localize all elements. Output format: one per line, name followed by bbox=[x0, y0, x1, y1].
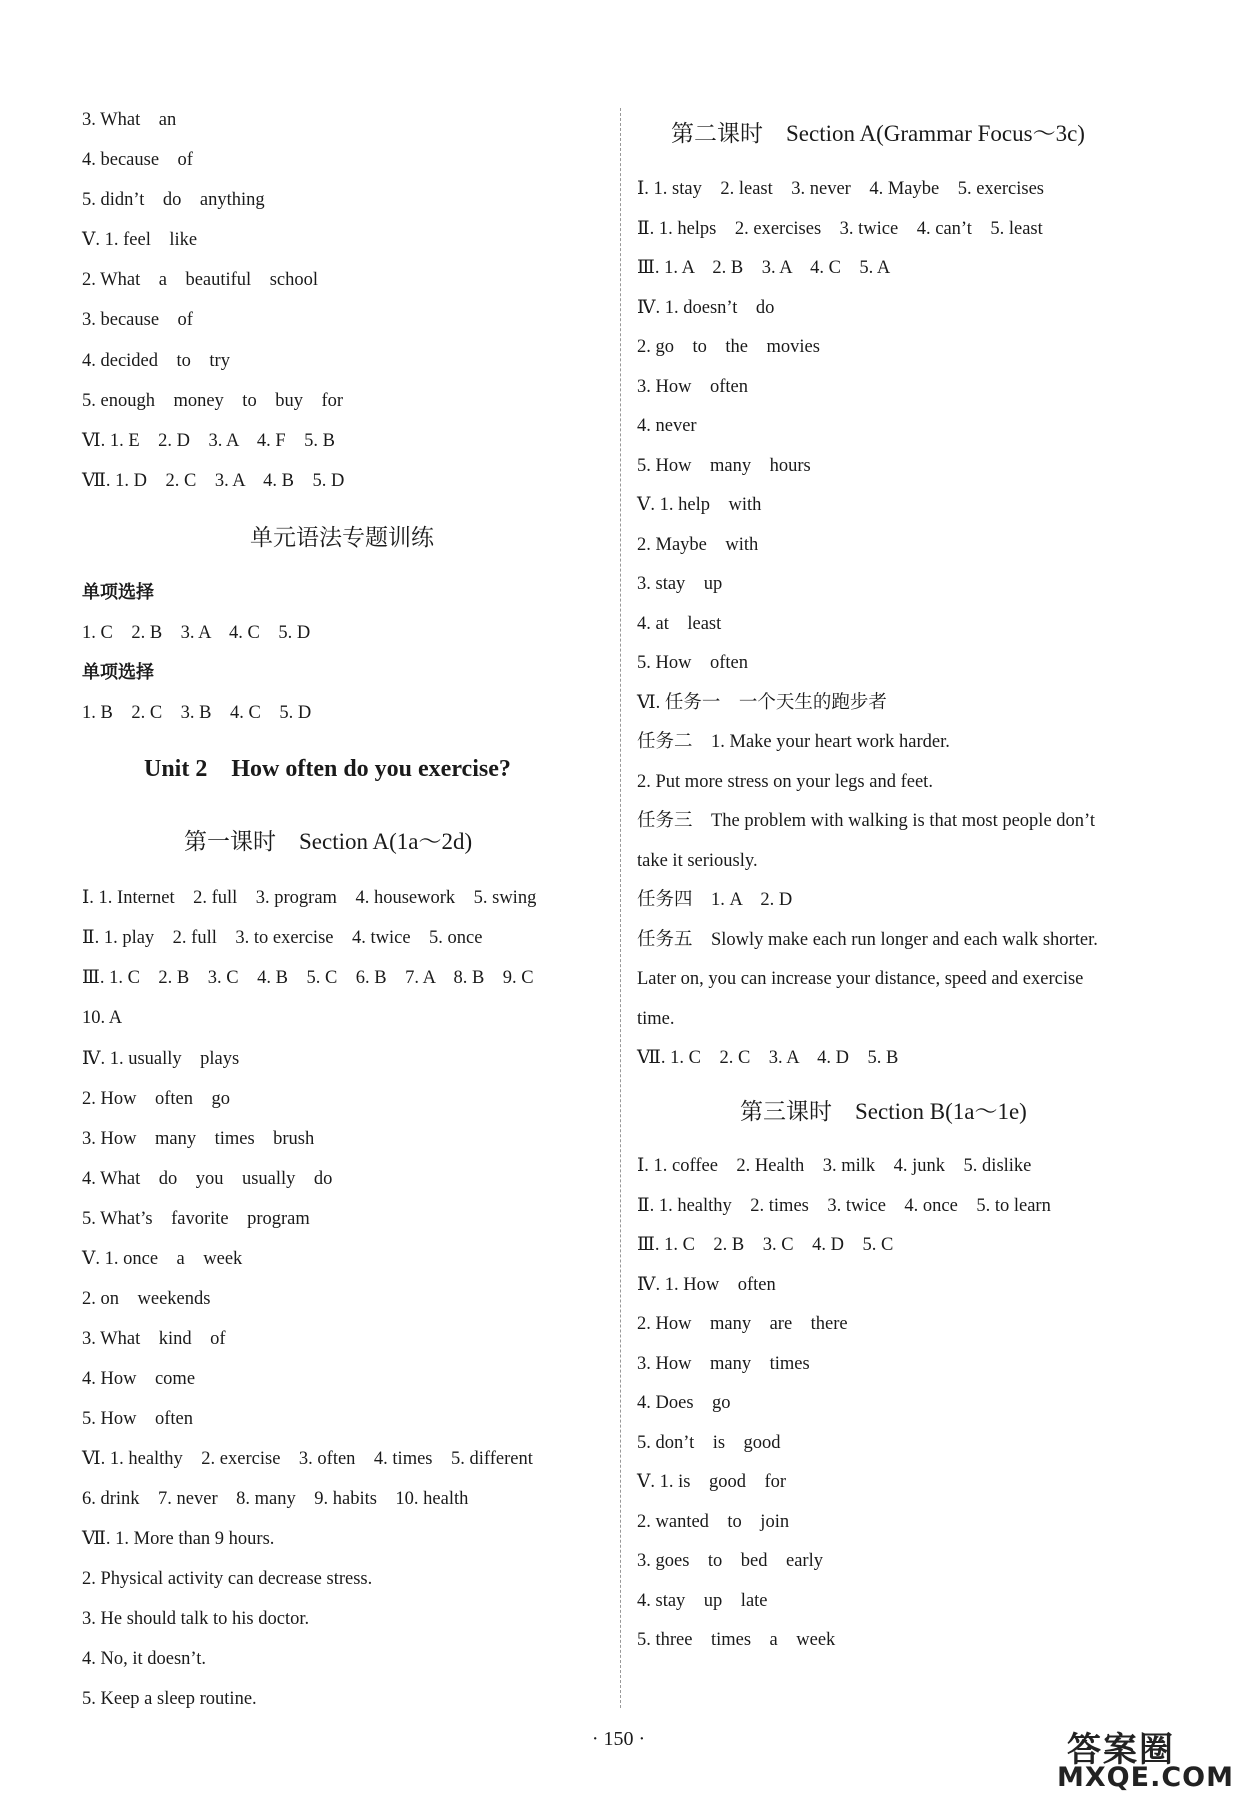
grammar-heading: 单元语法专题训练 bbox=[250, 525, 434, 550]
answer-line: 3. How many times bbox=[637, 1354, 810, 1374]
answer-line: 1. B 2. C 3. B 4. C 5. D bbox=[82, 703, 312, 723]
answer-line: 任务五 Slowly make each run longer and each walk shorter. bbox=[637, 930, 1098, 950]
unit-title: Unit 2 How often do you exercise? bbox=[144, 756, 511, 782]
answer-line: 4. decided to try bbox=[82, 351, 230, 371]
answer-line: 3. goes to bed early bbox=[637, 1551, 823, 1571]
answer-line: 2. How often go bbox=[82, 1089, 230, 1109]
column-divider bbox=[620, 108, 621, 1708]
page-number: · 150 · bbox=[591, 1728, 646, 1750]
answer-line: 3. because of bbox=[82, 310, 193, 330]
section-heading: 第二课时 Section A(Grammar Focus～3c) bbox=[671, 121, 1085, 146]
answer-line: Ⅰ. 1. Internet 2. full 3. program 4. housework 5. swing bbox=[82, 888, 537, 908]
answer-line: 2. How many are there bbox=[637, 1314, 848, 1334]
answer-line: 4. never bbox=[637, 416, 697, 436]
answer-line: 5. don’t is good bbox=[637, 1433, 781, 1453]
answer-line: 5. three times a week bbox=[637, 1630, 836, 1650]
answer-line: Ⅵ. 1. E 2. D 3. A 4. F 5. B bbox=[82, 431, 335, 451]
answer-line: 5. didn’t do anything bbox=[82, 190, 265, 210]
answer-line: Ⅳ. 1. How often bbox=[637, 1275, 776, 1295]
answer-line: 2. go to the movies bbox=[637, 337, 820, 357]
answer-line: 4. because of bbox=[82, 150, 193, 170]
answer-line: 5. How often bbox=[637, 653, 748, 673]
site-watermark bbox=[1057, 1722, 1234, 1794]
answer-line: Ⅲ. 1. C 2. B 3. C 4. D 5. C bbox=[637, 1235, 894, 1255]
answer-line: 2. Put more stress on your legs and feet. bbox=[637, 772, 933, 792]
answer-line: Ⅴ. 1. feel like bbox=[82, 230, 198, 250]
answer-line: Ⅲ. 1. C 2. B 3. C 4. B 5. C 6. B 7. A 8. B 9. C bbox=[82, 968, 534, 988]
answer-line: Ⅵ. 任务一 一个天生的跑步者 bbox=[637, 693, 887, 713]
answer-line: Ⅳ. 1. usually plays bbox=[82, 1049, 240, 1069]
answer-line: 4. at least bbox=[637, 614, 722, 634]
section-heading: 第一课时 Section A(1a～2d) bbox=[184, 829, 473, 854]
watermark-logo-text: 答案圈 bbox=[1067, 1730, 1175, 1770]
answer-line: 10. A bbox=[82, 1008, 123, 1028]
answer-line: 5. enough money to buy for bbox=[82, 391, 344, 411]
answer-line: 4. How come bbox=[82, 1369, 196, 1389]
answer-line: Ⅲ. 1. A 2. B 3. A 4. C 5. A bbox=[637, 258, 891, 278]
answer-line: 4. No, it doesn’t. bbox=[82, 1649, 207, 1669]
answer-line: Later on, you can increase your distance, speed and exercise bbox=[637, 969, 1084, 989]
answer-line: 6. drink 7. never 8. many 9. habits 10. health bbox=[82, 1489, 469, 1509]
choice-label: 单项选择 bbox=[82, 582, 154, 603]
answer-line: 2. on weekends bbox=[82, 1289, 211, 1309]
answer-line: 4. stay up late bbox=[637, 1591, 768, 1611]
answer-line: Ⅶ. 1. D 2. C 3. A 4. B 5. D bbox=[82, 471, 345, 491]
answer-line: 2. Maybe with bbox=[637, 535, 759, 555]
answer-line: Ⅳ. 1. doesn’t do bbox=[637, 298, 775, 318]
answer-line: 3. How many times brush bbox=[82, 1129, 315, 1149]
answer-line: 任务四 1. A 2. D bbox=[637, 890, 793, 910]
answer-line: take it seriously. bbox=[637, 851, 758, 871]
answer-line: 2. Physical activity can decrease stress. bbox=[82, 1569, 373, 1589]
answer-line: 任务二 1. Make your heart work harder. bbox=[637, 732, 950, 752]
choice-label: 单项选择 bbox=[82, 662, 154, 683]
answer-line: 5. How often bbox=[82, 1409, 193, 1429]
answer-line: Ⅴ. 1. help with bbox=[637, 495, 762, 515]
answer-line: 3. What kind of bbox=[82, 1329, 226, 1349]
answer-line: Ⅰ. 1. coffee 2. Health 3. milk 4. junk 5. dislike bbox=[637, 1156, 1032, 1176]
answer-line: 5. What’s favorite program bbox=[82, 1209, 310, 1229]
answer-line: Ⅱ. 1. play 2. full 3. to exercise 4. twice 5. once bbox=[82, 928, 483, 948]
answer-line: 3. What an bbox=[82, 110, 177, 130]
answer-line: 5. Keep a sleep routine. bbox=[82, 1689, 257, 1709]
answer-line: 5. How many hours bbox=[637, 456, 811, 476]
answer-line: 2. wanted to join bbox=[637, 1512, 790, 1532]
section-heading: 第三课时 Section B(1a～1e) bbox=[740, 1099, 1027, 1124]
answer-line: 3. stay up bbox=[637, 574, 723, 594]
watermark-url: MXQE.COM bbox=[1057, 1762, 1234, 1793]
answer-line: time. bbox=[637, 1009, 675, 1029]
answer-line: 3. How often bbox=[637, 377, 748, 397]
answer-line: Ⅴ. 1. is good for bbox=[637, 1472, 787, 1492]
answer-line: Ⅵ. 1. healthy 2. exercise 3. often 4. times 5. different bbox=[82, 1449, 533, 1469]
answer-line: 4. What do you usually do bbox=[82, 1169, 333, 1189]
answer-line: Ⅱ. 1. healthy 2. times 3. twice 4. once 5. to learn bbox=[637, 1196, 1051, 1216]
answer-line: 1. C 2. B 3. A 4. C 5. D bbox=[82, 623, 311, 643]
answer-line: Ⅴ. 1. once a week bbox=[82, 1249, 243, 1269]
answer-line: Ⅰ. 1. stay 2. least 3. never 4. Maybe 5. exercises bbox=[637, 179, 1045, 199]
answer-line: 2. What a beautiful school bbox=[82, 270, 318, 290]
answer-line: 任务三 The problem with walking is that most people don’t bbox=[637, 811, 1095, 831]
answer-line: Ⅱ. 1. helps 2. exercises 3. twice 4. can’t 5. least bbox=[637, 219, 1043, 239]
answer-line: Ⅶ. 1. C 2. C 3. A 4. D 5. B bbox=[637, 1048, 899, 1068]
answer-line: 3. He should talk to his doctor. bbox=[82, 1609, 310, 1629]
answer-line: 4. Does go bbox=[637, 1393, 731, 1413]
answer-line: Ⅶ. 1. More than 9 hours. bbox=[82, 1529, 275, 1549]
